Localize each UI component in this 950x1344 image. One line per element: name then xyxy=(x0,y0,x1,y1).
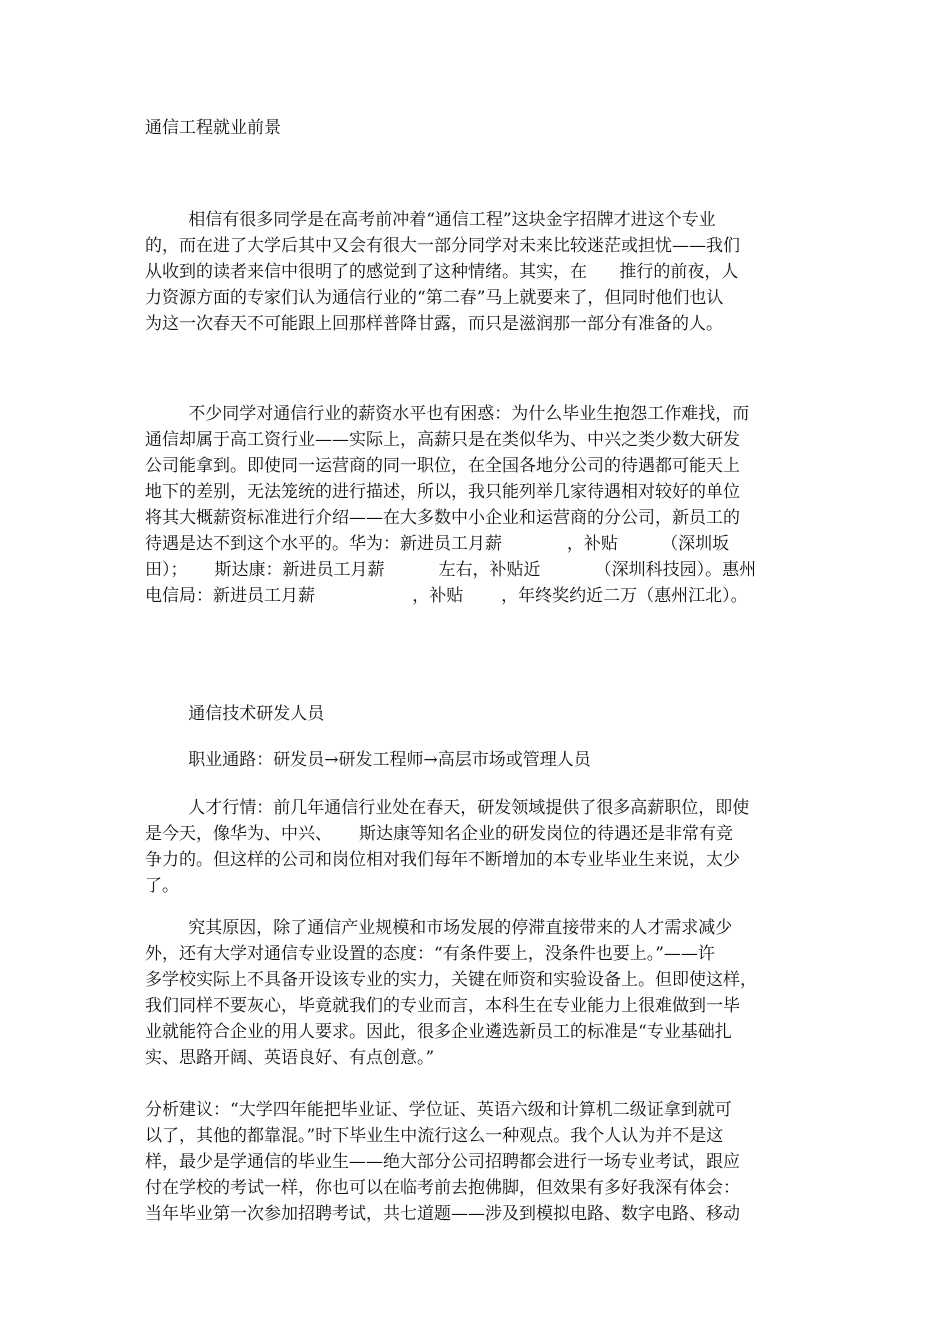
document-title: 通信工程就业前景 xyxy=(145,118,281,138)
paragraph-line: 不少同学对通信行业的薪资水平也有困惑：为什么毕业生抱怨工作难找，而 xyxy=(145,404,750,424)
paragraph-line: 分析建议：“大学四年能把毕业证、学位证、英语六级和计算机二级证拿到就可 xyxy=(145,1100,732,1120)
paragraph-line: 相信有很多同学是在高考前冲着“通信工程”这块金字招牌才进这个专业 xyxy=(145,210,716,230)
paragraph-line: 电信局：新进员工月薪 ，补贴 ，年终奖约近二万（惠州江北）。 xyxy=(145,586,748,606)
paragraph-line: 将其大概薪资标准进行介绍——在大多数中小企业和运营商的分公司，新员工的 xyxy=(145,508,740,528)
paragraph-line: 业就能符合企业的用人要求。因此，很多企业遴选新员工的标准是“专业基础扎 xyxy=(145,1022,732,1042)
paragraph-line: 究其原因，除了通信产业规模和市场发展的停滞直接带来的人才需求减少 xyxy=(145,918,733,938)
career-path-line: 职业通路：研发员→研发工程师→高层市场或管理人员 xyxy=(145,750,591,770)
paragraph-line: 外，还有大学对通信专业设置的态度：“有条件要上，没条件也要上。”——许 xyxy=(145,944,715,964)
paragraph-line: 以了，其他的都靠混。”时下毕业生中流行这么一种观点。我个人认为并不是这 xyxy=(145,1126,724,1146)
paragraph-line: 从收到的读者来信中很明了的感觉到了这种情绪。其实，在 推行的前夜，人 xyxy=(145,262,739,282)
paragraph-line: 公司能拿到。即使同一运营商的同一职位，在全国各地分公司的待遇都可能天上 xyxy=(145,456,740,476)
paragraph-line: 的，而在进了大学后其中又会有很大一部分同学对未来比较迷茫或担忧——我们 xyxy=(145,236,740,256)
paragraph-line: 当年毕业第一次参加招聘考试，共七道题——涉及到模拟电路、数字电路、移动 xyxy=(145,1204,740,1224)
paragraph-line: 样，最少是学通信的毕业生——绝大部分公司招聘都会进行一场专业考试，跟应 xyxy=(145,1152,740,1172)
paragraph-line: 争力的。但这样的公司和岗位相对我们每年不断增加的本专业毕业生来说，太少 xyxy=(145,850,740,870)
paragraph-line: 人才行情：前几年通信行业处在春天，研发领域提供了很多高薪职位，即使 xyxy=(145,798,750,818)
paragraph-line: 多学校实际上不具备开设该专业的实力，关键在师资和实验设备上。但即使这样， xyxy=(145,970,757,990)
paragraph-line: 了。 xyxy=(145,876,179,896)
paragraph-line: 付在学校的考试一样，你也可以在临考前去抱佛脚，但效果有多好我深有体会： xyxy=(145,1178,740,1198)
paragraph-line: 实、思路开阔、英语良好、有点创意。” xyxy=(145,1048,435,1068)
paragraph-line: 力资源方面的专家们认为通信行业的“第二春”马上就要来了，但同时他们也认 xyxy=(145,288,724,308)
section-heading: 通信技术研发人员 xyxy=(145,704,325,724)
paragraph-line: 为这一次春天不可能跟上回那样普降甘露，而只是滋润那一部分有准备的人。 xyxy=(145,314,723,334)
paragraph-line: 田）； 斯达康：新进员工月薪 左右，补贴近 （深圳科技园）。惠州 xyxy=(145,560,757,580)
paragraph-line: 通信却属于高工资行业——实际上，高薪只是在类似华为、中兴之类少数大研发 xyxy=(145,430,740,450)
paragraph-line: 待遇是达不到这个水平的。华为：新进员工月薪 ，补贴 （深圳坂 xyxy=(145,534,730,554)
paragraph-line: 我们同样不要灰心，毕竟就我们的专业而言，本科生在专业能力上很难做到一毕 xyxy=(145,996,740,1016)
paragraph-line: 地下的差别，无法笼统的进行描述，所以，我只能列举几家待遇相对较好的单位 xyxy=(145,482,740,502)
paragraph-line: 是今天，像华为、中兴、 斯达康等知名企业的研发岗位的待遇还是非常有竞 xyxy=(145,824,734,844)
